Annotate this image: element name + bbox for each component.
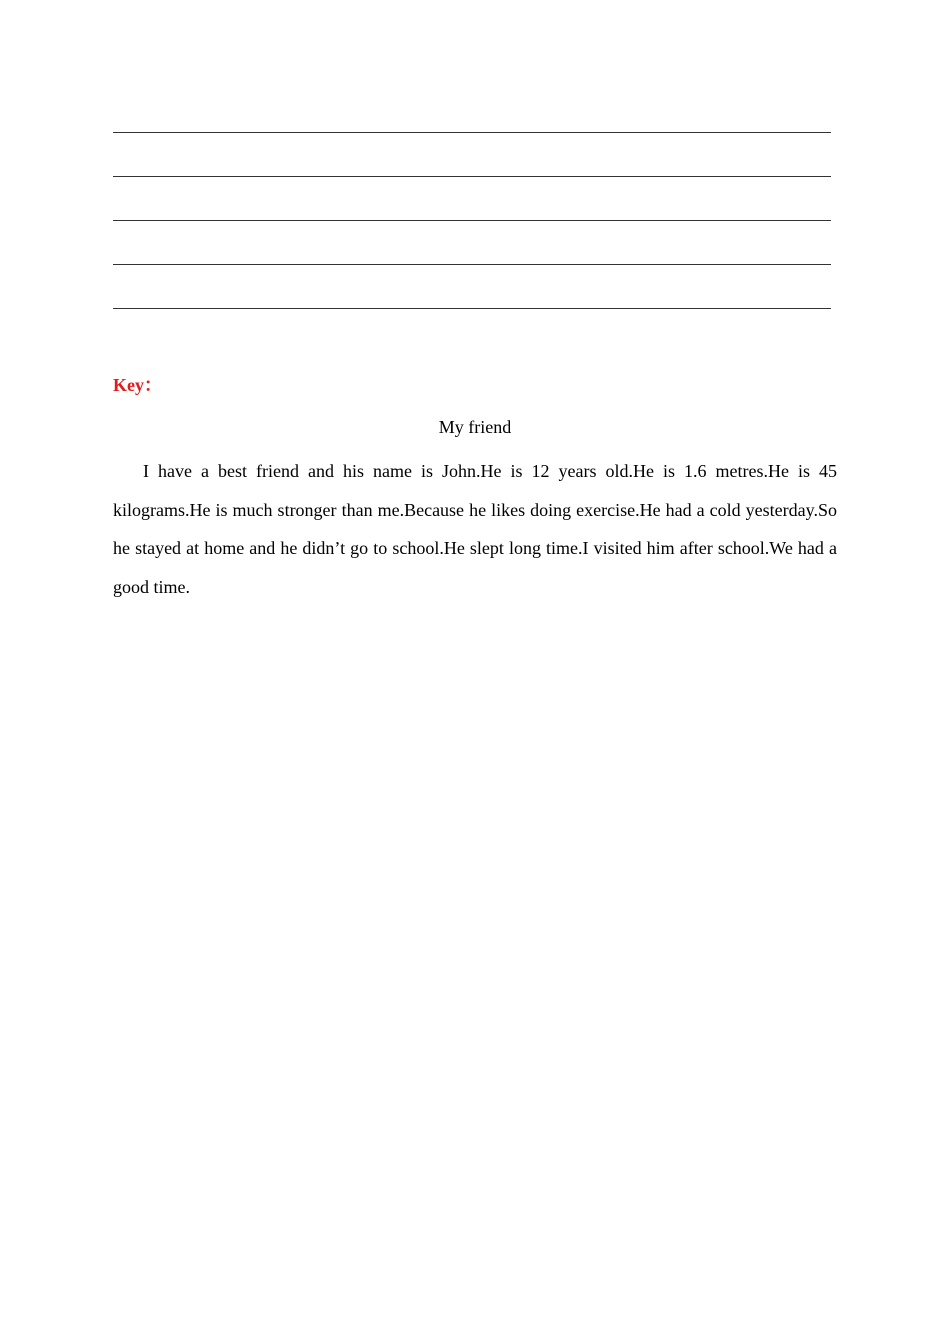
essay-title: My friend — [438, 417, 512, 437]
answer-line-4 — [113, 264, 831, 265]
answer-line-1 — [113, 132, 831, 133]
key-label: Key： — [113, 375, 162, 395]
answer-line-5 — [113, 308, 831, 309]
answer-line-3 — [113, 220, 831, 221]
essay-body: I have a best friend and his name is John.He is 12 years old.He is 1.6 metres.He is 45 kilograms.He is much stronger than me.Because he likes doing exercise.He had a cold yesterday.So he stayed at home and he didn’t go to school.He slept long time.I visited him after school.We had a good time. — [113, 461, 837, 598]
answer-lines — [113, 110, 831, 352]
answer-line-2 — [113, 176, 831, 177]
